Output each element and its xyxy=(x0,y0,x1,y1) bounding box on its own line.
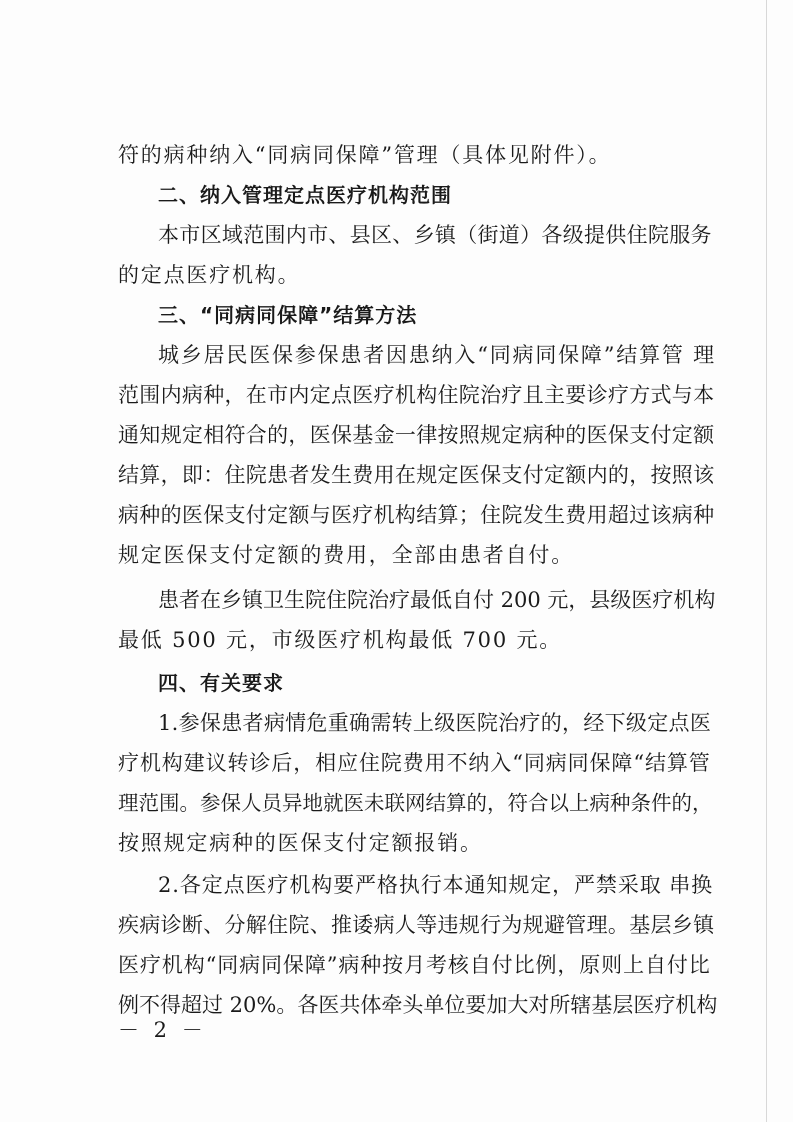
scan-edge-line xyxy=(766,0,767,1122)
body-line: 最低 500 元，市级医疗机构最低 700 元。 xyxy=(118,628,563,652)
body-line: 符的病种纳入“同病同保障”管理（具体见附件）。 xyxy=(118,143,612,167)
body-line: 1.参保患者病情危重确需转上级医院治疗的，经下级定点医 xyxy=(158,711,712,735)
section-heading-3: 三、“同病同保障”结算方法 xyxy=(158,303,418,327)
section-heading-2: 二、纳入管理定点医疗机构范围 xyxy=(158,183,452,207)
body-line: 病种的医保支付定额与医疗机构结算；住院发生费用超过该病种 xyxy=(118,503,715,527)
body-line: 范围内病种，在市内定点医疗机构住院治疗且主要诊疗方式与本 xyxy=(118,383,715,407)
body-line: 患者在乡镇卫生院住院治疗最低自付 200 元，县级医疗机构 xyxy=(158,588,716,612)
body-line: 例不得超过 20%。各医共体牵头单位要加大对所辖基层医疗机构 xyxy=(118,993,718,1017)
body-line: 疗机构建议转诊后，相应住院费用不纳入“同病同保障“结算管 xyxy=(118,751,711,775)
body-line: 2.各定点医疗机构要严格执行本通知规定，严禁采取 串换 xyxy=(158,873,714,897)
body-line: 疾病诊断、分解住院、推诿病人等违规行为规避管理。基层乡镇 xyxy=(118,913,715,937)
body-line: 医疗机构“同病同保障”病种按月考核自付比例，原则上自付比 xyxy=(118,953,711,977)
body-line: 理范围。参保人员异地就医未联网结算的，符合以上病种条件的， xyxy=(118,791,713,815)
body-line: 的定点医疗机构。 xyxy=(118,263,301,287)
section-heading-4: 四、有关要求 xyxy=(158,671,284,695)
body-line: 本市区域范围内市、县区、乡镇（街道）各级提供住院服务 xyxy=(158,223,712,247)
body-line: 通知规定相符合的，医保基金一律按照规定病种的医保支付定额 xyxy=(118,423,715,447)
body-line: 城乡居民医保参保患者因患纳入“同病同保障”结算管 理 xyxy=(158,343,716,367)
page-number: － 2 － xyxy=(118,1018,207,1042)
body-line: 结算，即：住院患者发生费用在规定医保支付定额内的，按照该 xyxy=(118,463,715,487)
body-line: 按照规定病种的医保支付定额报销。 xyxy=(118,831,483,855)
body-line: 规定医保支付定额的费用，全部由患者自付。 xyxy=(118,543,574,567)
